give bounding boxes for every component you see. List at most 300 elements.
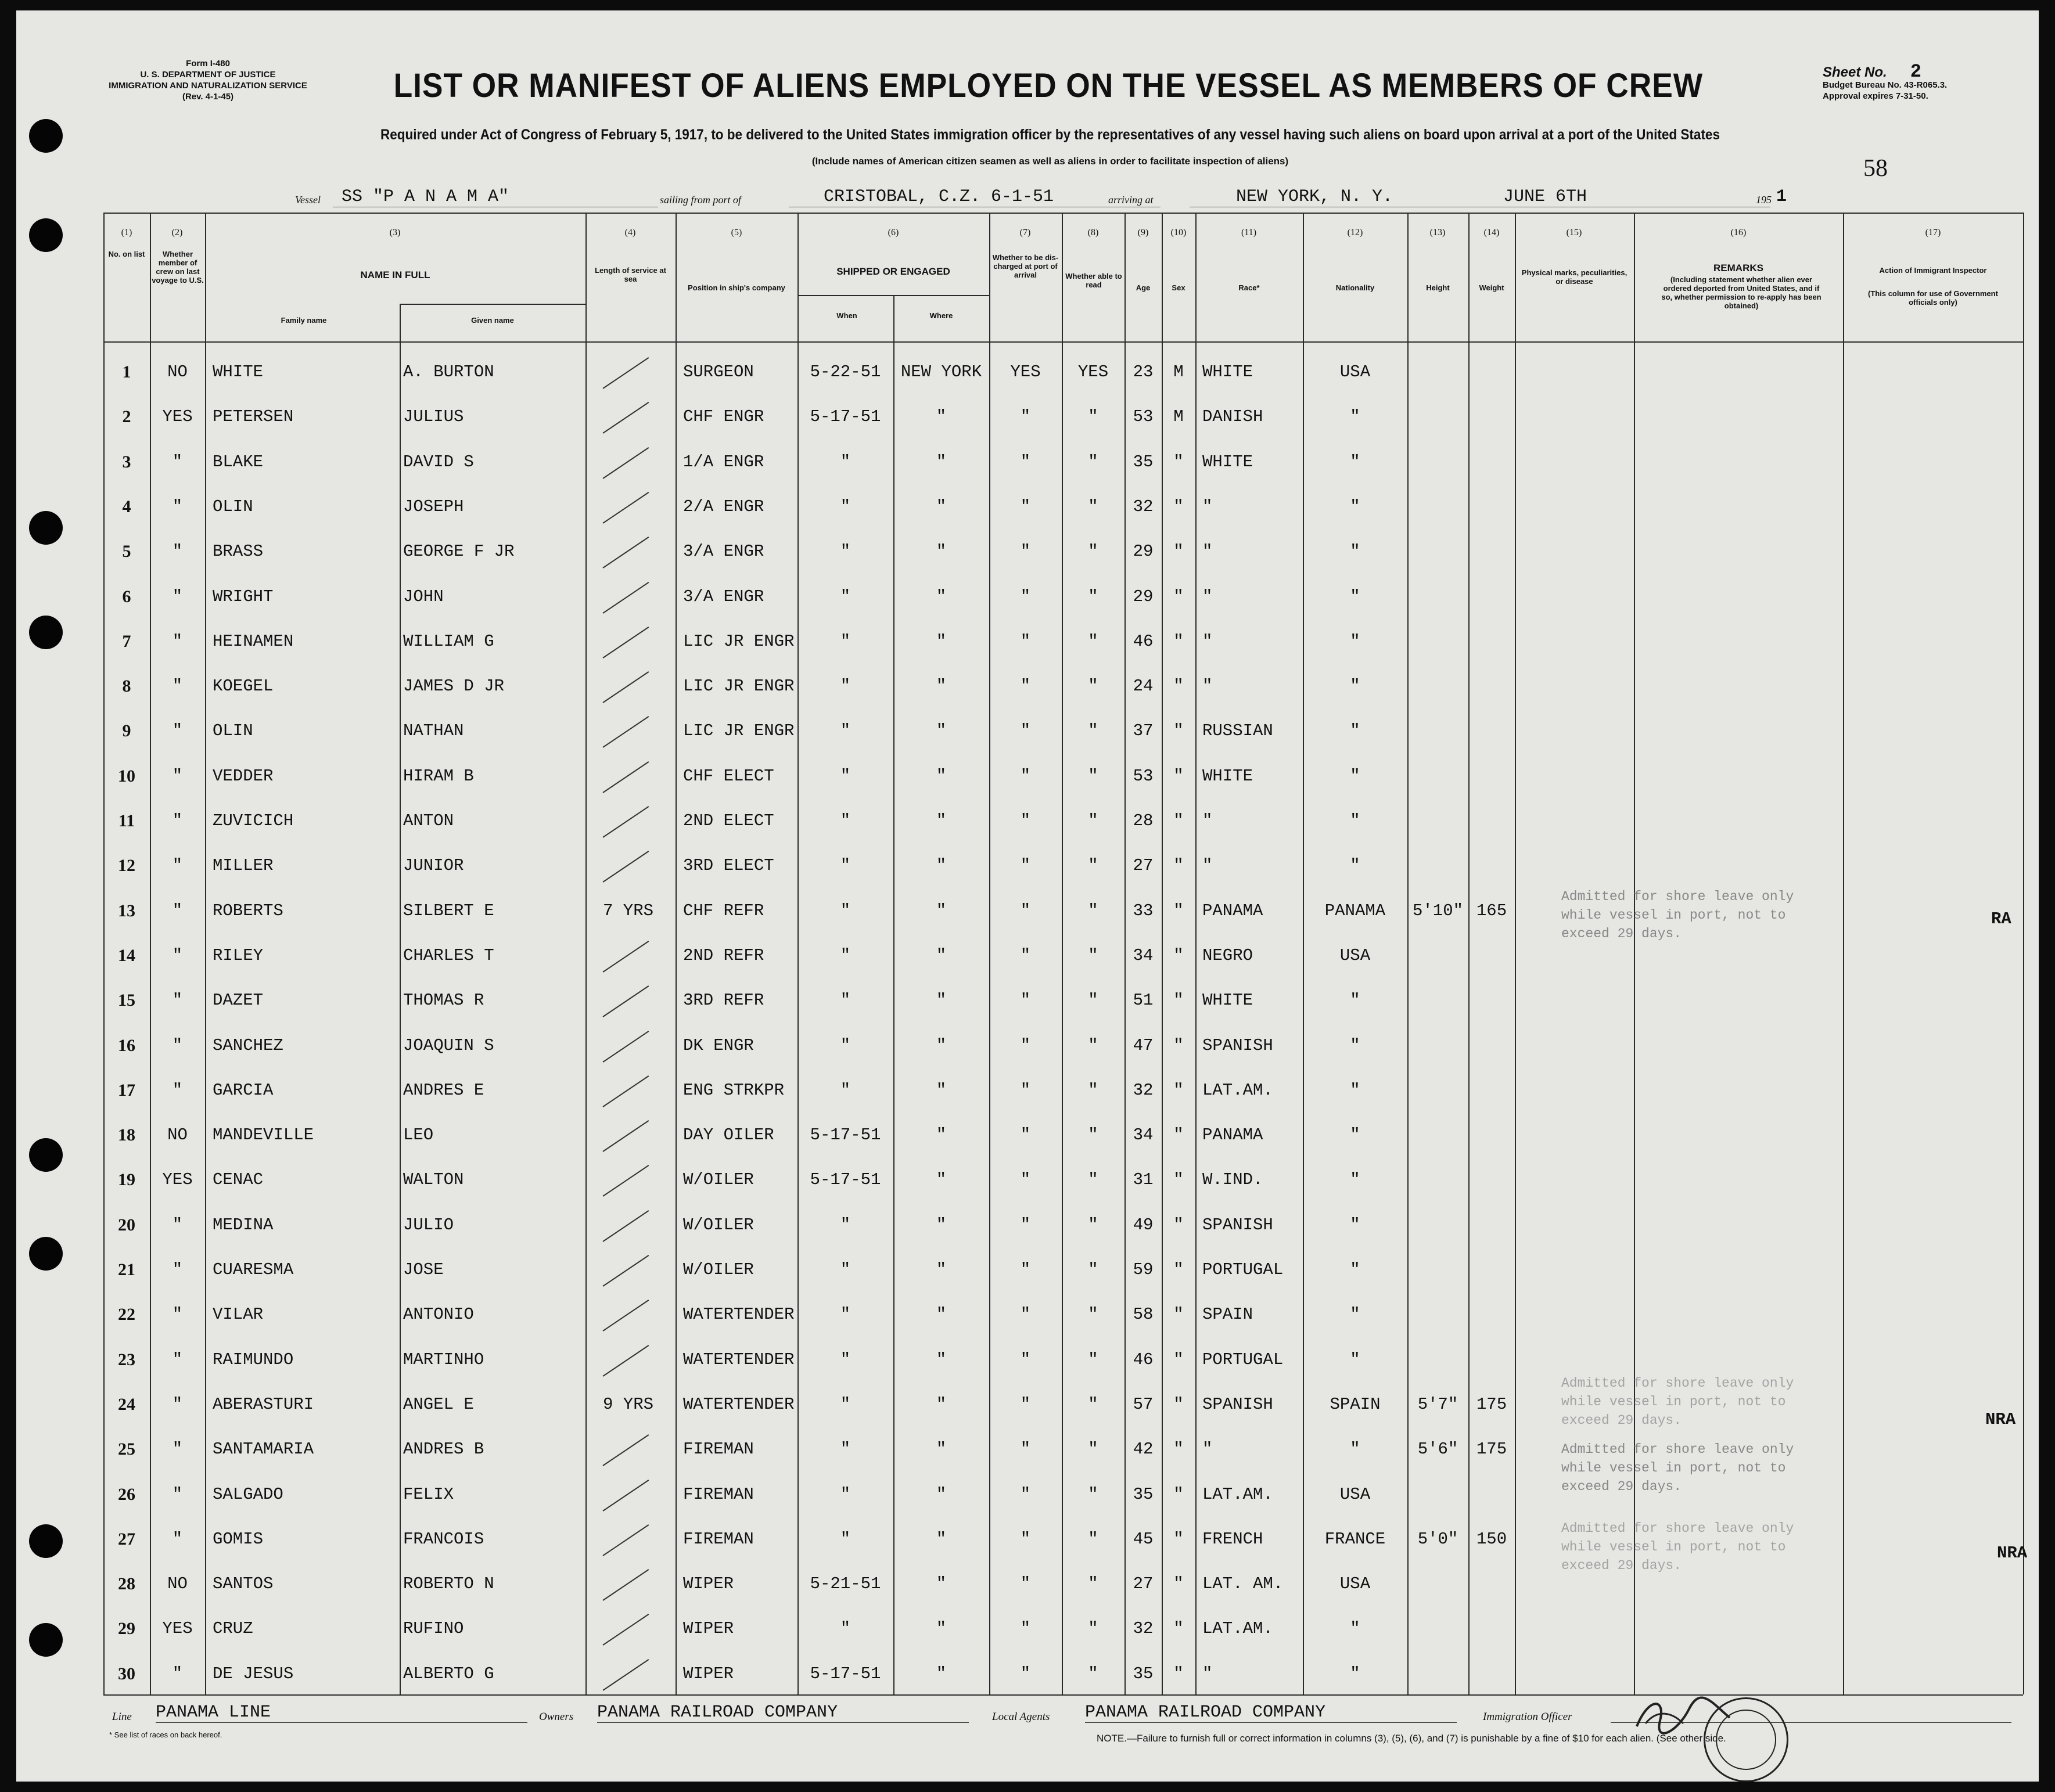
cell-read: " (1088, 991, 1098, 1010)
requirement-subtext: (Include names of American citizen seamen as well as aliens in order to facilitate inspection of aliens) (811, 156, 1289, 167)
cell-member: NO (167, 1125, 188, 1145)
cell-nat: " (1350, 1440, 1360, 1459)
cell-age: 35 (1133, 1484, 1154, 1504)
cell-nat: " (1350, 542, 1360, 562)
cell-age: 59 (1133, 1260, 1154, 1279)
cell-sex: " (1173, 1440, 1184, 1459)
cell-position: W/OILER (683, 1260, 754, 1279)
cell-service (603, 1561, 673, 1607)
cell-member: " (172, 1484, 183, 1504)
cell-nat: " (1350, 1170, 1360, 1190)
cell-age: 51 (1133, 991, 1154, 1010)
cell-height (1407, 708, 1468, 754)
cell-when: " (840, 1035, 851, 1055)
cell-given: ROBERTO N (403, 1574, 494, 1594)
cell-read: " (1088, 452, 1098, 472)
cell-disch: " (1020, 901, 1031, 920)
table-row (16, 440, 2039, 485)
cell-race: LAT.AM. (1202, 1484, 1273, 1504)
cell-read: " (1088, 811, 1098, 830)
cell-weight (1468, 798, 1515, 844)
cell-weight (1468, 1113, 1515, 1158)
cell-where: " (936, 1215, 947, 1235)
cell-age: 33 (1133, 901, 1154, 920)
cell-where: " (936, 586, 947, 606)
action-ra: RA (1991, 909, 2011, 929)
cell-height (1407, 619, 1468, 664)
table-row (16, 350, 2039, 395)
cell-nat: " (1350, 1080, 1360, 1100)
cell-race: PORTUGAL (1202, 1260, 1284, 1279)
cell-no: 27 (118, 1529, 135, 1549)
cell-read: " (1088, 1080, 1098, 1100)
cell-when: 5-21-51 (810, 1574, 881, 1594)
cell-position: LIC JR ENGR (683, 721, 795, 741)
cell-weight (1468, 1606, 1515, 1651)
cell-age: 29 (1133, 542, 1154, 562)
cell-when: " (840, 1350, 851, 1369)
header-race: Race* (1238, 283, 1260, 292)
cell-age: 32 (1133, 496, 1154, 516)
cell-disch: " (1020, 1574, 1031, 1594)
cell-position: 3/A ENGR (683, 542, 764, 562)
cell-no: 8 (122, 677, 131, 696)
header-nationality: Nationality (1335, 283, 1375, 292)
cell-nat: USA (1339, 1484, 1371, 1504)
cell-read: " (1088, 1125, 1098, 1145)
cell-no: 9 (122, 721, 131, 741)
cell-height: 5'0" (1417, 1529, 1458, 1549)
cell-age: 34 (1133, 945, 1154, 965)
cell-age: 29 (1133, 586, 1154, 606)
header-position: Position in ship's company (688, 283, 785, 292)
cell-given: WILLIAM G (403, 631, 494, 651)
table-row (16, 1157, 2039, 1203)
cell-service (603, 708, 673, 754)
sheet-label: Sheet No. (1823, 64, 1887, 80)
cell-member: " (172, 811, 183, 830)
cell-disch: " (1020, 407, 1031, 427)
cell-height (1407, 440, 1468, 485)
cell-race: PANAMA (1202, 1125, 1263, 1145)
cell-no: 1 (122, 362, 131, 382)
cell-disch: " (1020, 1215, 1031, 1235)
cell-where: " (936, 1350, 947, 1369)
cell-race: " (1202, 811, 1213, 830)
cell-where: " (936, 856, 947, 876)
cell-weight: 175 (1476, 1394, 1507, 1414)
cell-height (1407, 1203, 1468, 1248)
cell-position: 3RD REFR (683, 991, 764, 1010)
cell-when: 5-17-51 (810, 407, 881, 427)
cell-weight (1468, 754, 1515, 799)
agents-label: Local Agents (992, 1711, 1050, 1723)
cell-disch: " (1020, 631, 1031, 651)
owners-value: PANAMA RAILROAD COMPANY (597, 1703, 838, 1722)
cell-height (1407, 1606, 1468, 1651)
cell-service (603, 798, 673, 844)
cell-no: 11 (118, 811, 135, 830)
table-row (16, 1023, 2039, 1068)
cell-sex: " (1173, 991, 1184, 1010)
cell-member: " (172, 1664, 183, 1683)
cell-family: WRIGHT (213, 586, 274, 606)
cell-nat: USA (1339, 945, 1371, 965)
cell-no: 23 (118, 1350, 135, 1369)
cell-given: THOMAS R (403, 991, 484, 1010)
cell-position: WIPER (683, 1619, 734, 1639)
cell-read: " (1088, 542, 1098, 562)
cell-no: 10 (118, 766, 135, 786)
cell-where: " (936, 1260, 947, 1279)
cell-given: ANTON (403, 811, 454, 830)
races-note: * See list of races on back hereof. (109, 1730, 222, 1739)
cell-weight (1468, 1023, 1515, 1068)
cell-family: PETERSEN (213, 407, 294, 427)
cell-read: " (1088, 766, 1098, 786)
header-discharged: Whether to be dis-charged at port of arrival (992, 253, 1059, 279)
cell-where: " (936, 496, 947, 516)
cell-member: " (172, 452, 183, 472)
cell-disch: " (1020, 991, 1031, 1010)
cell-family: MILLER (213, 856, 274, 876)
cell-position: WIPER (683, 1574, 734, 1594)
line-label: Line (112, 1711, 132, 1723)
cell-sex: M (1173, 362, 1184, 382)
cell-read: " (1088, 1215, 1098, 1235)
cell-read: " (1088, 901, 1098, 920)
cell-disch: " (1020, 1394, 1031, 1414)
cell-height (1407, 843, 1468, 888)
cell-height (1407, 754, 1468, 799)
cell-no: 21 (118, 1260, 135, 1279)
cell-when: 5-22-51 (810, 362, 881, 382)
cell-family: DAZET (213, 991, 264, 1010)
cell-family: VEDDER (213, 766, 274, 786)
cell-weight (1468, 1068, 1515, 1113)
cell-race: WHITE (1202, 991, 1253, 1010)
cell-age: 31 (1133, 1170, 1154, 1190)
cell-disch: " (1020, 856, 1031, 876)
cell-position: 3RD ELECT (683, 856, 774, 876)
cell-position: ENG STRKPR (683, 1080, 785, 1100)
cell-where: " (936, 1664, 947, 1683)
cell-service (603, 933, 673, 978)
cell-given: ANGEL E (403, 1394, 474, 1414)
cell-race: WHITE (1202, 452, 1253, 472)
cell-family: SALGADO (213, 1484, 283, 1504)
cell-race: " (1202, 542, 1213, 562)
cell-no: 28 (118, 1574, 135, 1594)
cell-member: " (172, 1215, 183, 1235)
cell-height (1407, 1023, 1468, 1068)
cell-where: " (936, 1440, 947, 1459)
cell-height (1407, 798, 1468, 844)
cell-service (603, 1651, 673, 1697)
cell-nat: " (1350, 811, 1360, 830)
cell-race: " (1202, 1440, 1213, 1459)
revision: (Rev. 4-1-45) (182, 92, 234, 102)
cell-position: WATERTENDER (683, 1350, 795, 1369)
cell-race: W.IND. (1202, 1170, 1263, 1190)
cell-when: " (840, 452, 851, 472)
cell-read: " (1088, 1529, 1098, 1549)
table-row (16, 1651, 2039, 1697)
cell-read: " (1088, 1350, 1098, 1369)
cell-race: SPAIN (1202, 1305, 1253, 1325)
cell-member: " (172, 945, 183, 965)
cell-race: SPANISH (1202, 1394, 1273, 1414)
binder-hole (29, 119, 63, 153)
cell-race: " (1202, 677, 1213, 696)
cell-given: A. BURTON (403, 362, 494, 382)
cell-when: " (840, 1080, 851, 1100)
cell-service (603, 1157, 673, 1203)
cell-member: " (172, 542, 183, 562)
arriving-label: arriving at (1108, 194, 1154, 206)
cell-age: 32 (1133, 1619, 1154, 1639)
cell-no: 25 (118, 1440, 135, 1459)
cell-member: NO (167, 1574, 188, 1594)
cell-height (1407, 1337, 1468, 1383)
cell-family: KOEGEL (213, 677, 274, 696)
cell-service (603, 1203, 673, 1248)
cell-member: YES (162, 1170, 193, 1190)
table-row (16, 843, 2039, 888)
cell-no: 24 (118, 1394, 135, 1414)
cell-given: RUFINO (403, 1619, 464, 1639)
requirement-text: Required under Act of Congress of February 5, 1917, to be delivered to the United States immigration officer by the representatives of any vessel having such aliens on board upon arrival at a port of the United States (380, 127, 1720, 143)
remark-row-25: Admitted for shore leave only while vessel in port, not to exceed 29 days. (1561, 1442, 1794, 1494)
cell-no: 22 (118, 1305, 135, 1325)
cell-weight: 150 (1476, 1529, 1507, 1549)
cell-height (1407, 1561, 1468, 1607)
cell-age: 57 (1133, 1394, 1154, 1414)
cell-height (1407, 1292, 1468, 1337)
table-row (16, 529, 2039, 574)
cell-no: 6 (122, 586, 131, 606)
cell-nat: USA (1339, 1574, 1371, 1594)
cell-service (603, 664, 673, 709)
cell-age: 49 (1133, 1215, 1154, 1235)
cell-weight (1468, 529, 1515, 574)
cell-race: WHITE (1202, 362, 1253, 382)
cell-sex: " (1173, 1080, 1184, 1100)
cell-given: ANTONIO (403, 1305, 474, 1325)
cell-race: PANAMA (1202, 901, 1263, 920)
cell-no: 5 (122, 542, 131, 562)
cell-nat: " (1350, 1664, 1360, 1683)
cell-weight (1468, 1472, 1515, 1517)
cell-nat: USA (1339, 362, 1371, 382)
cell-position: WIPER (683, 1664, 734, 1683)
cell-height (1407, 978, 1468, 1023)
cell-height (1407, 394, 1468, 440)
voyage-line (16, 182, 2039, 211)
cell-family: OLIN (213, 496, 253, 516)
cell-read: " (1088, 586, 1098, 606)
cell-given: CHARLES T (403, 945, 494, 965)
header-bottom-border (103, 341, 2023, 343)
cell-given: JUNIOR (403, 856, 464, 876)
cell-member: " (172, 991, 183, 1010)
cell-age: 53 (1133, 766, 1154, 786)
cell-disch: " (1020, 1170, 1031, 1190)
cell-where: " (936, 542, 947, 562)
column-number: (13) (1429, 228, 1446, 238)
cell-age: 37 (1133, 721, 1154, 741)
cell-position: 1/A ENGR (683, 452, 764, 472)
cell-nat: " (1350, 1350, 1360, 1369)
header-where: Where (929, 311, 953, 320)
cell-service: 9 YRS (603, 1394, 654, 1414)
cell-family: CENAC (213, 1170, 264, 1190)
cell-service (603, 484, 673, 530)
cell-weight (1468, 708, 1515, 754)
cell-no: 4 (122, 496, 131, 516)
cell-height (1407, 664, 1468, 709)
cell-where: " (936, 631, 947, 651)
cell-weight (1468, 1337, 1515, 1383)
cell-given: DAVID S (403, 452, 474, 472)
cell-sex: " (1173, 1305, 1184, 1325)
cell-family: ROBERTS (213, 901, 283, 920)
cell-where: " (936, 1080, 947, 1100)
cell-sex: " (1173, 945, 1184, 965)
cell-sex: " (1173, 1035, 1184, 1055)
cell-race: LAT.AM. (1202, 1619, 1273, 1639)
cell-member: " (172, 901, 183, 920)
cell-nat: " (1350, 1260, 1360, 1279)
cell-sex: " (1173, 496, 1184, 516)
page-title: LIST OR MANIFEST OF ALIENS EMPLOYED ON THE VESSEL AS MEMBERS OF CREW (393, 67, 1704, 105)
table-row (16, 619, 2039, 664)
table-row (16, 484, 2039, 530)
cell-where: " (936, 1035, 947, 1055)
column-number: (2) (171, 228, 183, 238)
cell-given: JULIO (403, 1215, 454, 1235)
column-number: (6) (888, 228, 899, 238)
cell-race: " (1202, 631, 1213, 651)
table-row (16, 1068, 2039, 1113)
year-prefix: 195 (1756, 194, 1772, 206)
cell-when: " (840, 1484, 851, 1504)
cell-read: " (1088, 677, 1098, 696)
cell-age: 28 (1133, 811, 1154, 830)
cell-nat: " (1350, 631, 1360, 651)
cell-age: 23 (1133, 362, 1154, 382)
cell-nat: " (1350, 452, 1360, 472)
cell-height: 5'6" (1417, 1440, 1458, 1459)
cell-height (1407, 574, 1468, 620)
sheet-info (1823, 61, 1997, 102)
table-row (16, 394, 2039, 440)
vessel-name: SS "P A N A M A" (342, 187, 509, 207)
cell-height (1407, 933, 1468, 978)
cell-family: SANTOS (213, 1574, 274, 1594)
cell-no: 29 (118, 1619, 135, 1639)
header-height: Height (1426, 283, 1450, 292)
cell-given: JAMES D JR (403, 677, 505, 696)
cell-position: DK ENGR (683, 1035, 754, 1055)
cristobal-stamp (1704, 1697, 1788, 1782)
column-number: (14) (1483, 228, 1500, 238)
cell-nat: " (1350, 991, 1360, 1010)
cell-when: " (840, 1305, 851, 1325)
cell-no: 14 (118, 945, 135, 965)
cell-weight (1468, 440, 1515, 485)
cell-family: CUARESMA (213, 1260, 294, 1279)
cell-family: MANDEVILLE (213, 1125, 314, 1145)
cell-family: WHITE (213, 362, 264, 382)
table-row (16, 978, 2039, 1023)
header-remarks-sub: (Including statement whether alien ever ordered deported from United States, and if so, whether permission to re-apply has been obtained) (1661, 275, 1822, 310)
cell-when: " (840, 586, 851, 606)
cell-nat: " (1350, 1125, 1360, 1145)
cell-sex: " (1173, 1260, 1184, 1279)
cell-position: SURGEON (683, 362, 754, 382)
cell-weight (1468, 1203, 1515, 1248)
cell-when: " (840, 721, 851, 741)
officer-label: Immigration Officer (1483, 1711, 1572, 1723)
cell-weight (1468, 1292, 1515, 1337)
cell-when: 5-17-51 (810, 1664, 881, 1683)
column-number: (3) (389, 228, 401, 238)
cell-position: W/OILER (683, 1215, 754, 1235)
cell-given: JOSEPH (403, 496, 464, 516)
cell-sex: " (1173, 1664, 1184, 1683)
cell-where: " (936, 991, 947, 1010)
cell-race: NEGRO (1202, 945, 1253, 965)
cell-where: " (936, 901, 947, 920)
cell-position: LIC JR ENGR (683, 631, 795, 651)
cell-weight (1468, 574, 1515, 620)
header-name-in-full: NAME IN FULL (360, 269, 430, 280)
cell-disch: " (1020, 586, 1031, 606)
cell-service (603, 619, 673, 664)
cell-given: GEORGE F JR (403, 542, 515, 562)
cell-when: " (840, 631, 851, 651)
cell-weight (1468, 394, 1515, 440)
sailing-from: CRISTOBAL, C.Z. 6-1-51 (824, 187, 1054, 207)
cell-when: " (840, 991, 851, 1010)
cell-disch: " (1020, 1125, 1031, 1145)
cell-member: " (172, 856, 183, 876)
cell-given: JULIUS (403, 407, 464, 427)
cell-weight (1468, 1651, 1515, 1697)
cell-disch: YES (1010, 362, 1041, 382)
cell-read: " (1088, 1484, 1098, 1504)
cell-disch: " (1020, 1080, 1031, 1100)
agents-value: PANAMA RAILROAD COMPANY (1085, 1703, 1326, 1722)
cell-when: " (840, 856, 851, 876)
cell-sex: " (1173, 901, 1184, 920)
cell-where: " (936, 1529, 947, 1549)
cell-height (1407, 529, 1468, 574)
cell-weight (1468, 978, 1515, 1023)
cell-when: 5-17-51 (810, 1125, 881, 1145)
remark-row-24: Admitted for shore leave only while vessel in port, not to exceed 29 days. (1561, 1376, 1794, 1428)
owners-label: Owners (539, 1711, 574, 1723)
cell-sex: " (1173, 1350, 1184, 1369)
cell-disch: " (1020, 1619, 1031, 1639)
cell-no: 7 (122, 631, 131, 651)
cell-age: 35 (1133, 1664, 1154, 1683)
cell-given: MARTINHO (403, 1350, 484, 1369)
cell-age: 46 (1133, 1350, 1154, 1369)
cell-service (603, 1517, 673, 1562)
cell-member: " (172, 677, 183, 696)
